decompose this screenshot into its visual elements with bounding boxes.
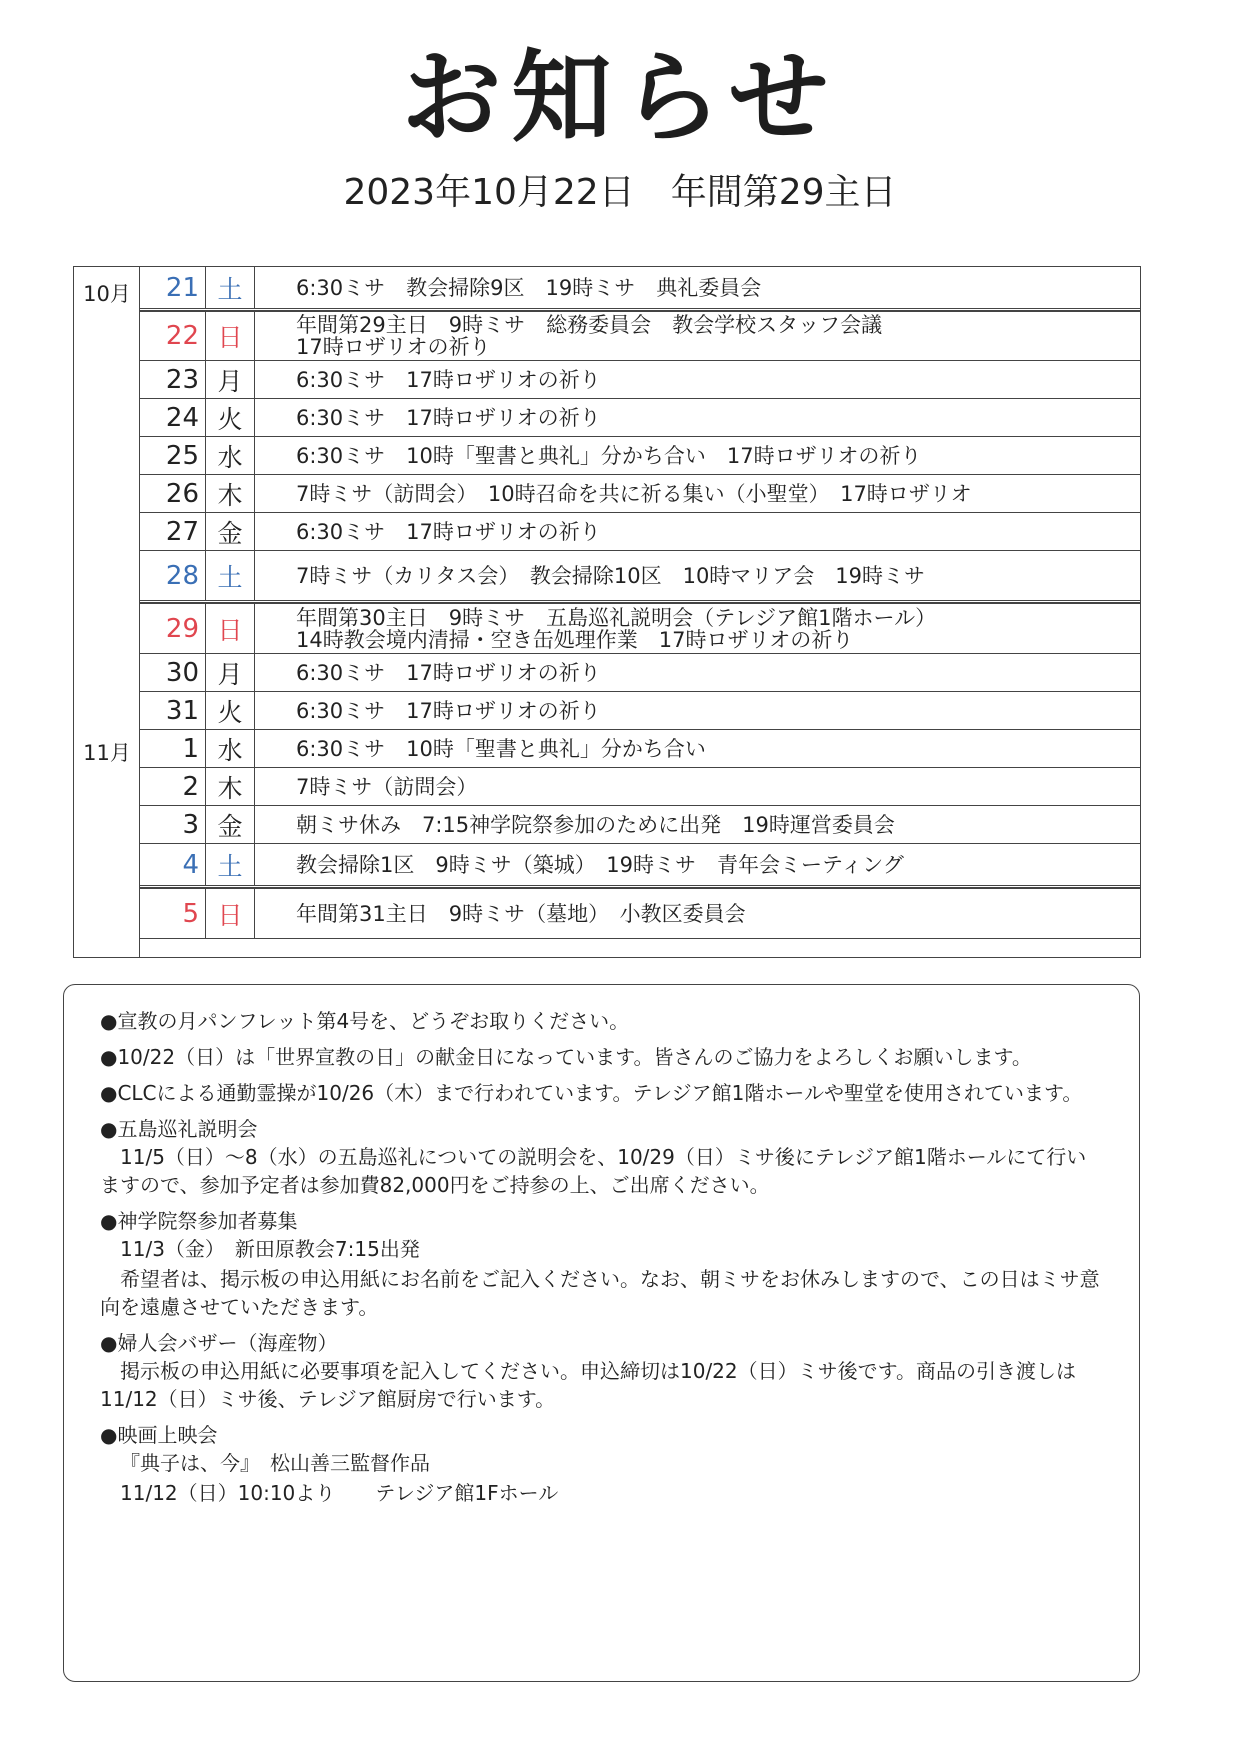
event-line: 年間第31主日 9時ミサ（墓地） 小教区委員会 [296,901,746,926]
day-number: 4 [140,844,206,885]
event-line: 7時ミサ（訪問会） 10時召命を共に祈る集い（小聖堂） 17時ロザリオ [296,481,972,506]
notice-movie-time: 11/12（日）10:10より テレジア館1Fホール [120,1481,559,1505]
notice-bazaar-heading: ●婦人会バザー（海産物） [100,1331,338,1355]
day-number: 2 [140,768,206,805]
schedule-row [140,361,1140,399]
event-line: 教会掃除1区 9時ミサ（築城） 19時ミサ 青年会ミーティング [296,852,904,877]
schedule-row [140,888,1140,939]
day-of-week: 木 [206,768,255,805]
notice-goto-heading: ●五島巡礼説明会 [100,1117,258,1141]
notice-seminary-body: 希望者は、掲示板の申込用紙にお名前をご記入ください。なお、朝ミサをお休みしますので、この日はミサ意向を遠慮させていただきます。 [100,1267,1100,1319]
day-number: 23 [140,361,206,398]
day-events [296,513,1140,550]
day-events [296,604,1140,653]
day-number: 25 [140,437,206,474]
day-of-week: 木 [206,475,255,512]
schedule-rows [140,267,1140,957]
day-events [296,312,1140,360]
day-number: 28 [140,551,206,600]
schedule-row [140,768,1140,806]
event-line: 6:30ミサ 17時ロザリオの祈り [296,660,601,685]
event-line: 6:30ミサ 17時ロザリオの祈り [296,405,601,430]
day-of-week: 月 [206,361,255,398]
event-line: 6:30ミサ 17時ロザリオの祈り [296,367,601,392]
day-of-week: 土 [206,844,255,885]
day-number: 24 [140,399,206,436]
event-line: 6:30ミサ 10時「聖書と典礼」分かち合い 17時ロザリオの祈り [296,443,922,468]
day-number: 26 [140,475,206,512]
day-number: 31 [140,692,206,729]
day-events [296,844,1140,885]
day-events [296,361,1140,398]
day-events [296,437,1140,474]
notice-bazaar-body: 掲示板の申込用紙に必要事項を記入してください。申込締切は10/22（日）ミサ後です。商品の引き渡しは11/12（日）ミサ後、テレジア館厨房で行います。 [100,1359,1077,1411]
notice-body [100,1007,1103,1509]
event-line: 6:30ミサ 10時「聖書と典礼」分かち合い [296,736,706,761]
day-of-week: 火 [206,692,255,729]
schedule-row [140,399,1140,437]
day-of-week: 金 [206,806,255,843]
notice-box [63,984,1140,1682]
schedule-row [140,551,1140,603]
day-of-week: 土 [206,551,255,600]
notice-movie-heading: ●映画上映会 [100,1423,218,1447]
notice-clc: ●CLCによる通勤霊操が10/26（木）まで行われています。テレジア館1階ホールや聖堂を使用されています。 [100,1081,1083,1105]
day-events [296,806,1140,843]
schedule-row [140,806,1140,844]
day-events [296,730,1140,767]
schedule-row [140,311,1140,361]
event-line: 6:30ミサ 教会掃除9区 19時ミサ 典礼委員会 [296,275,762,300]
event-line: 年間第29主日 9時ミサ 総務委員会 教会学校スタッフ会議 [296,313,883,337]
event-line: 朝ミサ休み 7:15神学院祭参加のために出発 19時運営委員会 [296,812,895,837]
notice-seminary-date: 11/3（金） 新田原教会7:15出発 [120,1237,420,1261]
day-events [296,551,1140,600]
day-of-week: 金 [206,513,255,550]
notice-mission-day: ●10/22（日）は「世界宣教の日」の献金日になっています。皆さんのご協力をよろしくお願いします。 [100,1045,1032,1069]
event-line: 17時ロザリオの祈り [296,335,491,359]
day-events [296,768,1140,805]
day-number: 5 [140,889,206,938]
day-events [296,399,1140,436]
event-line: 7時ミサ（訪問会） [296,774,478,799]
schedule-row [140,730,1140,768]
page-subtitle: 2023年10月22日 年間第29主日 [343,172,897,213]
day-events [296,692,1140,729]
schedule-row [140,603,1140,654]
day-of-week: 土 [206,267,255,308]
month-label-november: 11月 [83,741,131,765]
day-number: 29 [140,604,206,653]
day-number: 30 [140,654,206,691]
event-line: 6:30ミサ 17時ロザリオの祈り [296,519,601,544]
event-line: 年間第30主日 9時ミサ 五島巡礼説明会（テレジア館1階ホール） [296,605,937,630]
schedule-table [73,266,1141,958]
day-of-week: 水 [206,437,255,474]
day-events [296,889,1140,938]
month-column [74,267,140,957]
month-label-october: 10月 [83,282,131,306]
event-line: 6:30ミサ 17時ロザリオの祈り [296,698,601,723]
schedule-row [140,513,1140,551]
day-number: 22 [140,312,206,360]
schedule-row [140,267,1140,311]
day-events [296,267,1140,308]
day-of-week: 月 [206,654,255,691]
notice-pamphlet: ●宣教の月パンフレット第4号を、どうぞお取りください。 [100,1009,630,1033]
day-of-week: 火 [206,399,255,436]
notice-seminary-heading: ●神学院祭参加者募集 [100,1209,298,1233]
day-of-week: 日 [206,312,255,360]
page-title: お知らせ [401,39,839,156]
day-number: 3 [140,806,206,843]
schedule-row [140,437,1140,475]
day-of-week: 水 [206,730,255,767]
day-events [296,654,1140,691]
event-line: 7時ミサ（カリタス会） 教会掃除10区 10時マリア会 19時ミサ [296,563,926,588]
day-of-week: 日 [206,889,255,938]
notice-movie-title: 『典子は、今』 松山善三監督作品 [120,1451,430,1475]
event-line: 14時教会境内清掃・空き缶処理作業 17時ロザリオの祈り [296,627,854,652]
day-of-week: 日 [206,604,255,653]
schedule-row [140,692,1140,730]
schedule-row [140,654,1140,692]
day-events [296,475,1140,512]
day-number: 27 [140,513,206,550]
schedule-row [140,475,1140,513]
day-number: 1 [140,730,206,767]
day-number: 21 [140,267,206,308]
schedule-row [140,844,1140,888]
notice-goto-body: 11/5（日）～8（水）の五島巡礼についての説明会を、10/29（日）ミサ後にテレジア館1階ホールにて行いますので、参加予定者は参加費82,000円をご持参の上、ご出席ください。 [100,1145,1087,1197]
